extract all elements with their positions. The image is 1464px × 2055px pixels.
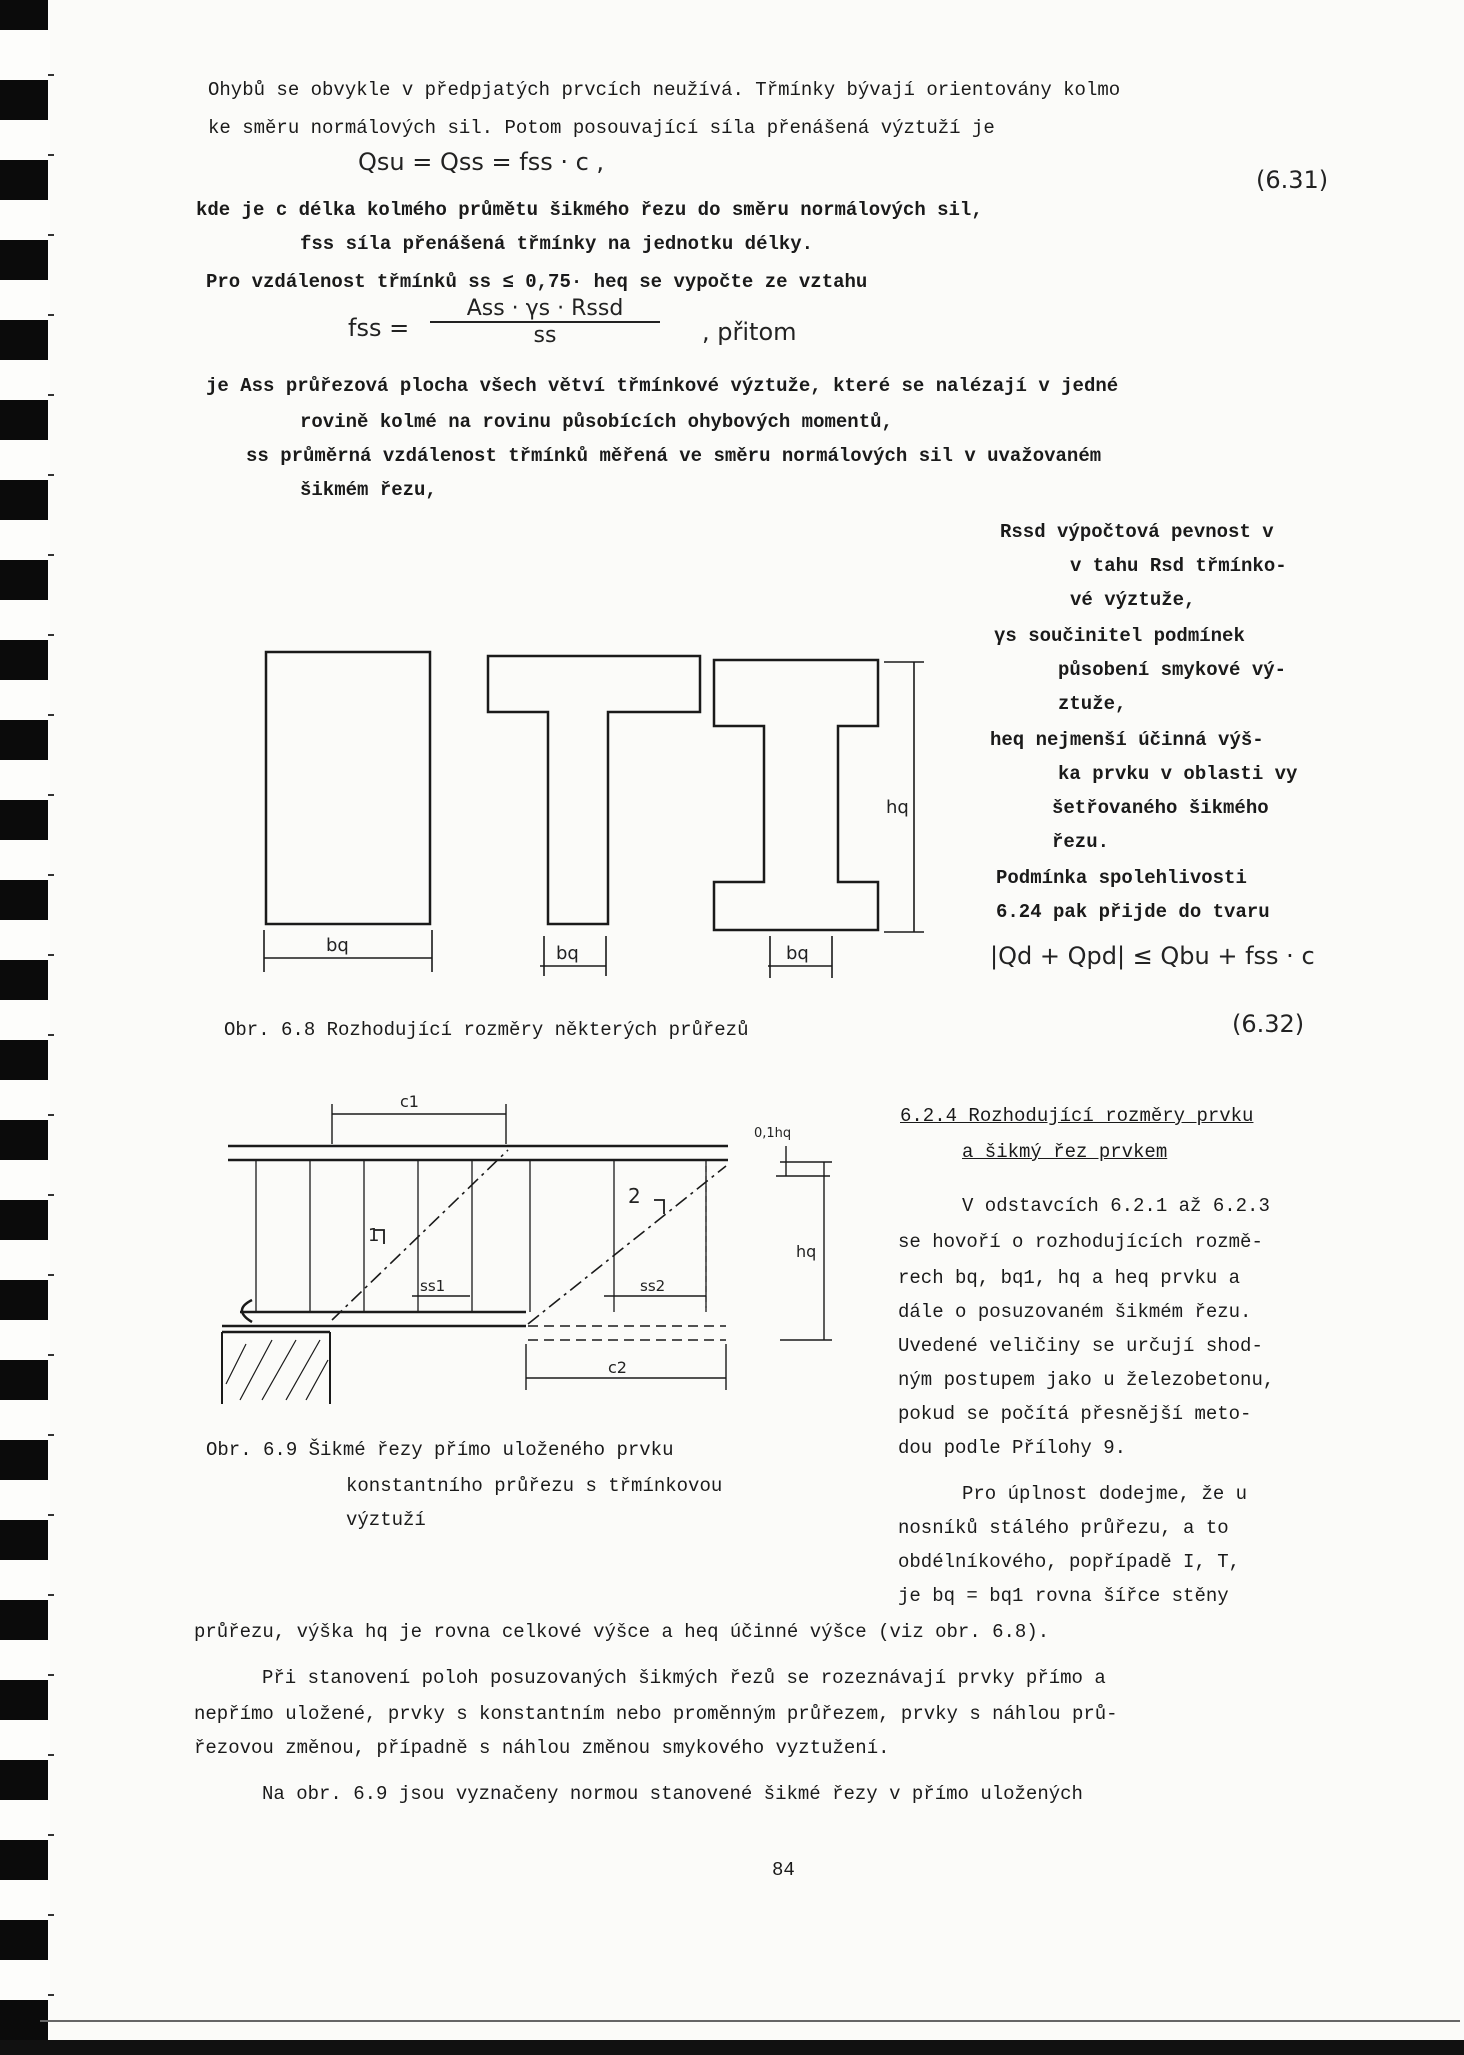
text-line: se hovoří o rozhodujících rozmě- [898,1231,1263,1253]
binding-tab [0,0,48,30]
binding-tab [0,960,48,1000]
equation-number: (6.32) [1232,1010,1305,1038]
binding-tab [0,1280,48,1320]
text-line: je Ass průřezová plocha všech větví třmínkové výztuže, které se nalézají v jedné [206,375,1119,397]
figure-caption: výztuží [346,1509,426,1531]
text-line: dou podle Přílohy 9. [898,1437,1127,1459]
dimension-label-s2: ss2 [640,1277,666,1295]
binding-tab [0,240,48,280]
text-line: rech bq, bq1, hq a heq prvku a [898,1267,1241,1289]
dimension-label-h: hq [796,1242,817,1261]
figure-caption: Obr. 6.8 Rozhodující rozměry některých průřezů [224,1019,749,1041]
binding-tab [0,320,48,360]
text-line: V odstavcích 6.2.1 až 6.2.3 [962,1195,1270,1217]
equation-6-31: Qsu = Qss = fss · c , [358,148,605,176]
definition-line: Rssd výpočtová pevnost v [1000,521,1274,543]
dimension-label-b: bq [556,943,579,964]
text-line: šikmém řezu, [300,479,437,501]
binding-tab [0,640,48,680]
binding-tab [0,720,48,760]
dimension-label-c1: c1 [400,1092,419,1111]
text-line: fss síla přenášená třmínky na jednotku délky. [300,233,814,255]
equation-fss-suffix: , přitom [702,318,797,346]
definition-line: šetřovaného šikmého [1052,797,1269,819]
dimension-label-b: bq [786,943,809,964]
definition-line: řezu. [1052,831,1110,853]
dimension-label-01h: 0,1hq [754,1126,792,1141]
text-line: ným postupem jako u železobetonu, [898,1369,1275,1391]
binding-tab [0,160,48,200]
text-line: pokud se počítá přesnější meto- [898,1403,1252,1425]
figure-caption: Obr. 6.9 Šikmé řezy přímo uloženého prvku [206,1439,674,1461]
dimension-label-c2: c2 [608,1358,627,1377]
text-line: rovině kolmé na rovinu působících ohybových momentů, [300,411,893,433]
section-title: a šikmý řez prvkem [962,1141,1168,1163]
binding-tab [0,800,48,840]
dimension-label-h: hq [886,797,909,818]
text-line: ke směru normálových sil. Potom posouvající síla přenášená výztuží je [208,117,995,139]
text-line: průřezu, výška hq je rovna celkové výšce a heq účinné výšce (viz obr. 6.8). [194,1621,1050,1643]
binding-tab [0,1680,48,1720]
binding-tab [0,400,48,440]
binding-tab [0,80,48,120]
binding-tab [0,560,48,600]
definition-line: heq nejmenší účinná výš- [990,729,1264,751]
binding-tab [0,880,48,920]
text-line: obdélníkového, popřípadě I, T, [898,1551,1241,1573]
equation-number: (6.31) [1256,166,1329,194]
text-line: je bq = bq1 rovna šířce stěny [898,1585,1229,1607]
binding-tab [0,1120,48,1160]
binding-tab [0,1200,48,1240]
binding-tab [0,480,48,520]
binding-edge [0,0,50,2055]
text-line: Uvedené veličiny se určují shod- [898,1335,1263,1357]
fraction-denominator: ss [533,323,557,348]
fraction-numerator: Ass · γs · Rssd [430,296,660,323]
binding-tab [0,1040,48,1080]
figure-6-9 [0,0,1,1]
scan-edge [0,2040,1464,2055]
section-label-1: 1 [368,1225,380,1246]
scan-line [40,2020,1460,2022]
condition-line: Podmínka spolehlivosti [996,867,1247,889]
equation-fss-lhs: fss = [348,314,410,342]
definition-line: vé výztuže, [1070,589,1196,611]
text-line: Při stanovení poloh posuzovaných šikmých řezů se rozeznávají prvky přímo a [262,1667,1106,1689]
text-line: dále o posuzovaném šikmém řezu. [898,1301,1252,1323]
text-line: nepřímo uložené, prvky s konstantním nebo proměnným průřezem, prvky s náhlou prů- [194,1703,1118,1725]
definition-line: γs součinitel podmínek [994,625,1245,647]
page-number: 84 [772,1859,795,1881]
text-line: Pro vzdálenost třmínků ss ≤ 0,75· heq se vypočte ze vztahu [206,271,868,293]
text-line: kde je c délka kolmého průmětu šikmého řezu do směru normálových sil, [196,199,983,221]
section-title: 6.2.4 Rozhodující rozměry prvku [900,1105,1254,1127]
binding-tab [0,1840,48,1880]
equation-6-32: |Qd + Qpd| ≤ Qbu + fss · c [990,942,1315,970]
dimension-label-s1: ss1 [420,1277,446,1295]
condition-line: 6.24 pak přijde do tvaru [996,901,1270,923]
section-label-2: 2 [628,1184,641,1208]
dimension-label-b: bq [326,935,349,956]
text-line: nosníků stálého průřezu, a to [898,1517,1229,1539]
binding-tab [0,1920,48,1960]
definition-line: ztuže, [1058,693,1127,715]
text-line: Ohybů se obvykle v předpjatých prvcích neužívá. Třmínky bývají orientovány kolmo [208,79,1121,101]
definition-line: působení smykové vý- [1058,659,1287,681]
text-line: Pro úplnost dodejme, že u [962,1483,1248,1505]
text-line: ss průměrná vzdálenost třmínků měřená ve směru normálových sil v uvažovaném [246,445,1102,467]
binding-tab [0,1440,48,1480]
figure-caption: konstantního průřezu s třmínkovou [346,1475,723,1497]
definition-line: v tahu Rsd třmínko- [1070,555,1287,577]
equation-fss-fraction [430,296,660,348]
binding-tab [0,1600,48,1640]
binding-tab [0,1520,48,1560]
binding-tab [0,1760,48,1800]
binding-tab [0,1360,48,1400]
text-line: Na obr. 6.9 jsou vyznačeny normou stanovené šikmé řezy v přímo uložených [262,1783,1083,1805]
text-line: řezovou změnou, případně s náhlou změnou smykového vyztužení. [194,1737,890,1759]
definition-line: ka prvku v oblasti vy [1058,763,1298,785]
